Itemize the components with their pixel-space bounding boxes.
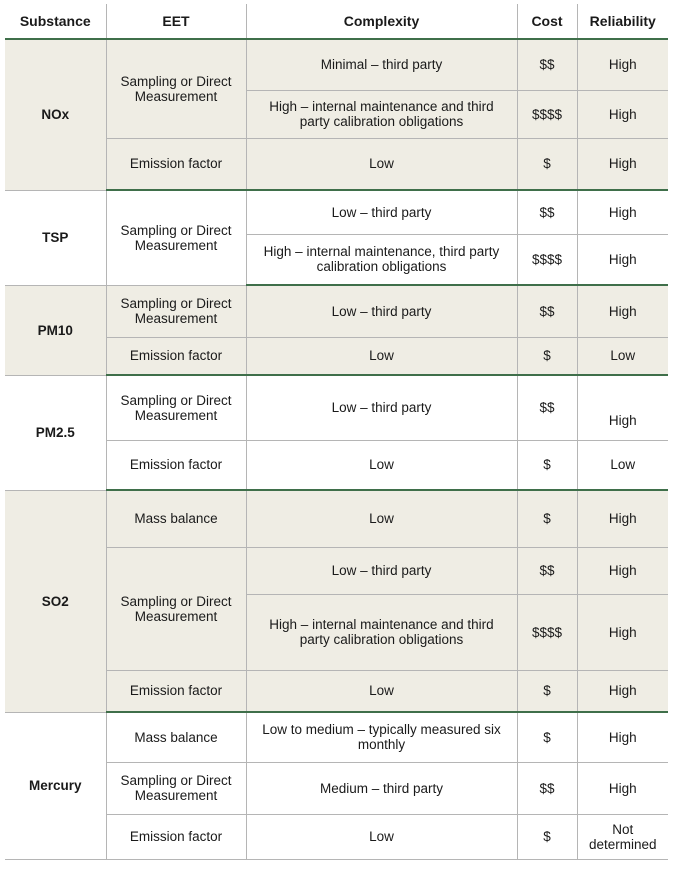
eet-cell: Emission factor xyxy=(106,814,246,859)
reliability-cell: High xyxy=(577,285,668,337)
complexity-cell: High – internal maintenance and third party calibration obligations xyxy=(246,90,517,138)
eet-cell: Sampling or Direct Measurement xyxy=(106,285,246,337)
cost-cell: $$ xyxy=(517,762,577,814)
cost-cell: $$ xyxy=(517,375,577,440)
reliability-cell: High xyxy=(577,375,668,440)
complexity-cell: Minimal – third party xyxy=(246,39,517,90)
substance-cell: Mercury xyxy=(5,712,106,859)
complexity-cell: Low xyxy=(246,138,517,190)
complexity-cell: Medium – third party xyxy=(246,762,517,814)
cost-cell: $ xyxy=(517,814,577,859)
eet-cell: Sampling or Direct Measurement xyxy=(106,762,246,814)
eet-cell: Sampling or Direct Measurement xyxy=(106,39,246,138)
reliability-cell: High xyxy=(577,39,668,90)
cost-cell: $ xyxy=(517,490,577,547)
substance-cell: SO2 xyxy=(5,490,106,712)
table-row xyxy=(5,285,668,337)
header-cost: Cost xyxy=(517,4,577,39)
cost-cell: $ xyxy=(517,712,577,762)
cost-cell: $$$$ xyxy=(517,594,577,670)
substance-cell: PM10 xyxy=(5,285,106,375)
complexity-cell: Low – third party xyxy=(246,190,517,234)
reliability-cell: High xyxy=(577,712,668,762)
eet-cell: Sampling or Direct Measurement xyxy=(106,547,246,670)
complexity-cell: Low xyxy=(246,440,517,490)
header-reliability: Reliability xyxy=(577,4,668,39)
eet-cell: Emission factor xyxy=(106,138,246,190)
cost-cell: $$ xyxy=(517,39,577,90)
table-row xyxy=(5,190,668,234)
eet-table xyxy=(5,4,668,860)
reliability-cell: High xyxy=(577,670,668,712)
complexity-cell: Low – third party xyxy=(246,285,517,337)
complexity-cell: Low xyxy=(246,490,517,547)
header-row xyxy=(5,4,668,39)
substance-cell: TSP xyxy=(5,190,106,285)
cost-cell: $ xyxy=(517,440,577,490)
table-row xyxy=(5,712,668,762)
reliability-cell: Low xyxy=(577,440,668,490)
complexity-cell: Low xyxy=(246,337,517,375)
cost-cell: $$$$ xyxy=(517,90,577,138)
complexity-cell: High – internal maintenance and third party calibration obligations xyxy=(246,594,517,670)
cost-cell: $$ xyxy=(517,547,577,594)
reliability-cell: High xyxy=(577,138,668,190)
header-substance: Substance xyxy=(5,4,106,39)
eet-cell: Sampling or Direct Measurement xyxy=(106,190,246,285)
eet-cell: Emission factor xyxy=(106,337,246,375)
header-eet: EET xyxy=(106,4,246,39)
reliability-cell: High xyxy=(577,547,668,594)
eet-cell: Mass balance xyxy=(106,490,246,547)
reliability-cell: High xyxy=(577,762,668,814)
table-row xyxy=(5,375,668,440)
cost-cell: $$ xyxy=(517,285,577,337)
reliability-cell: High xyxy=(577,234,668,285)
cost-cell: $$ xyxy=(517,190,577,234)
reliability-cell: High xyxy=(577,594,668,670)
table-row xyxy=(5,490,668,547)
eet-cell: Emission factor xyxy=(106,440,246,490)
cost-cell: $$$$ xyxy=(517,234,577,285)
complexity-cell: Low – third party xyxy=(246,547,517,594)
reliability-cell: Not determined xyxy=(577,814,668,859)
complexity-cell: Low xyxy=(246,814,517,859)
reliability-cell: Low xyxy=(577,337,668,375)
eet-cell: Emission factor xyxy=(106,670,246,712)
eet-cell: Sampling or Direct Measurement xyxy=(106,375,246,440)
substance-cell: PM2.5 xyxy=(5,375,106,490)
cost-cell: $ xyxy=(517,337,577,375)
reliability-cell: High xyxy=(577,490,668,547)
eet-cell: Mass balance xyxy=(106,712,246,762)
reliability-cell: High xyxy=(577,90,668,138)
complexity-cell: Low to medium – typically measured six monthly xyxy=(246,712,517,762)
cost-cell: $ xyxy=(517,138,577,190)
complexity-cell: High – internal maintenance, third party calibration obligations xyxy=(246,234,517,285)
complexity-cell: Low – third party xyxy=(246,375,517,440)
substance-cell: NOx xyxy=(5,39,106,190)
header-complexity: Complexity xyxy=(246,4,517,39)
complexity-cell: Low xyxy=(246,670,517,712)
reliability-cell: High xyxy=(577,190,668,234)
table-row xyxy=(5,39,668,90)
cost-cell: $ xyxy=(517,670,577,712)
